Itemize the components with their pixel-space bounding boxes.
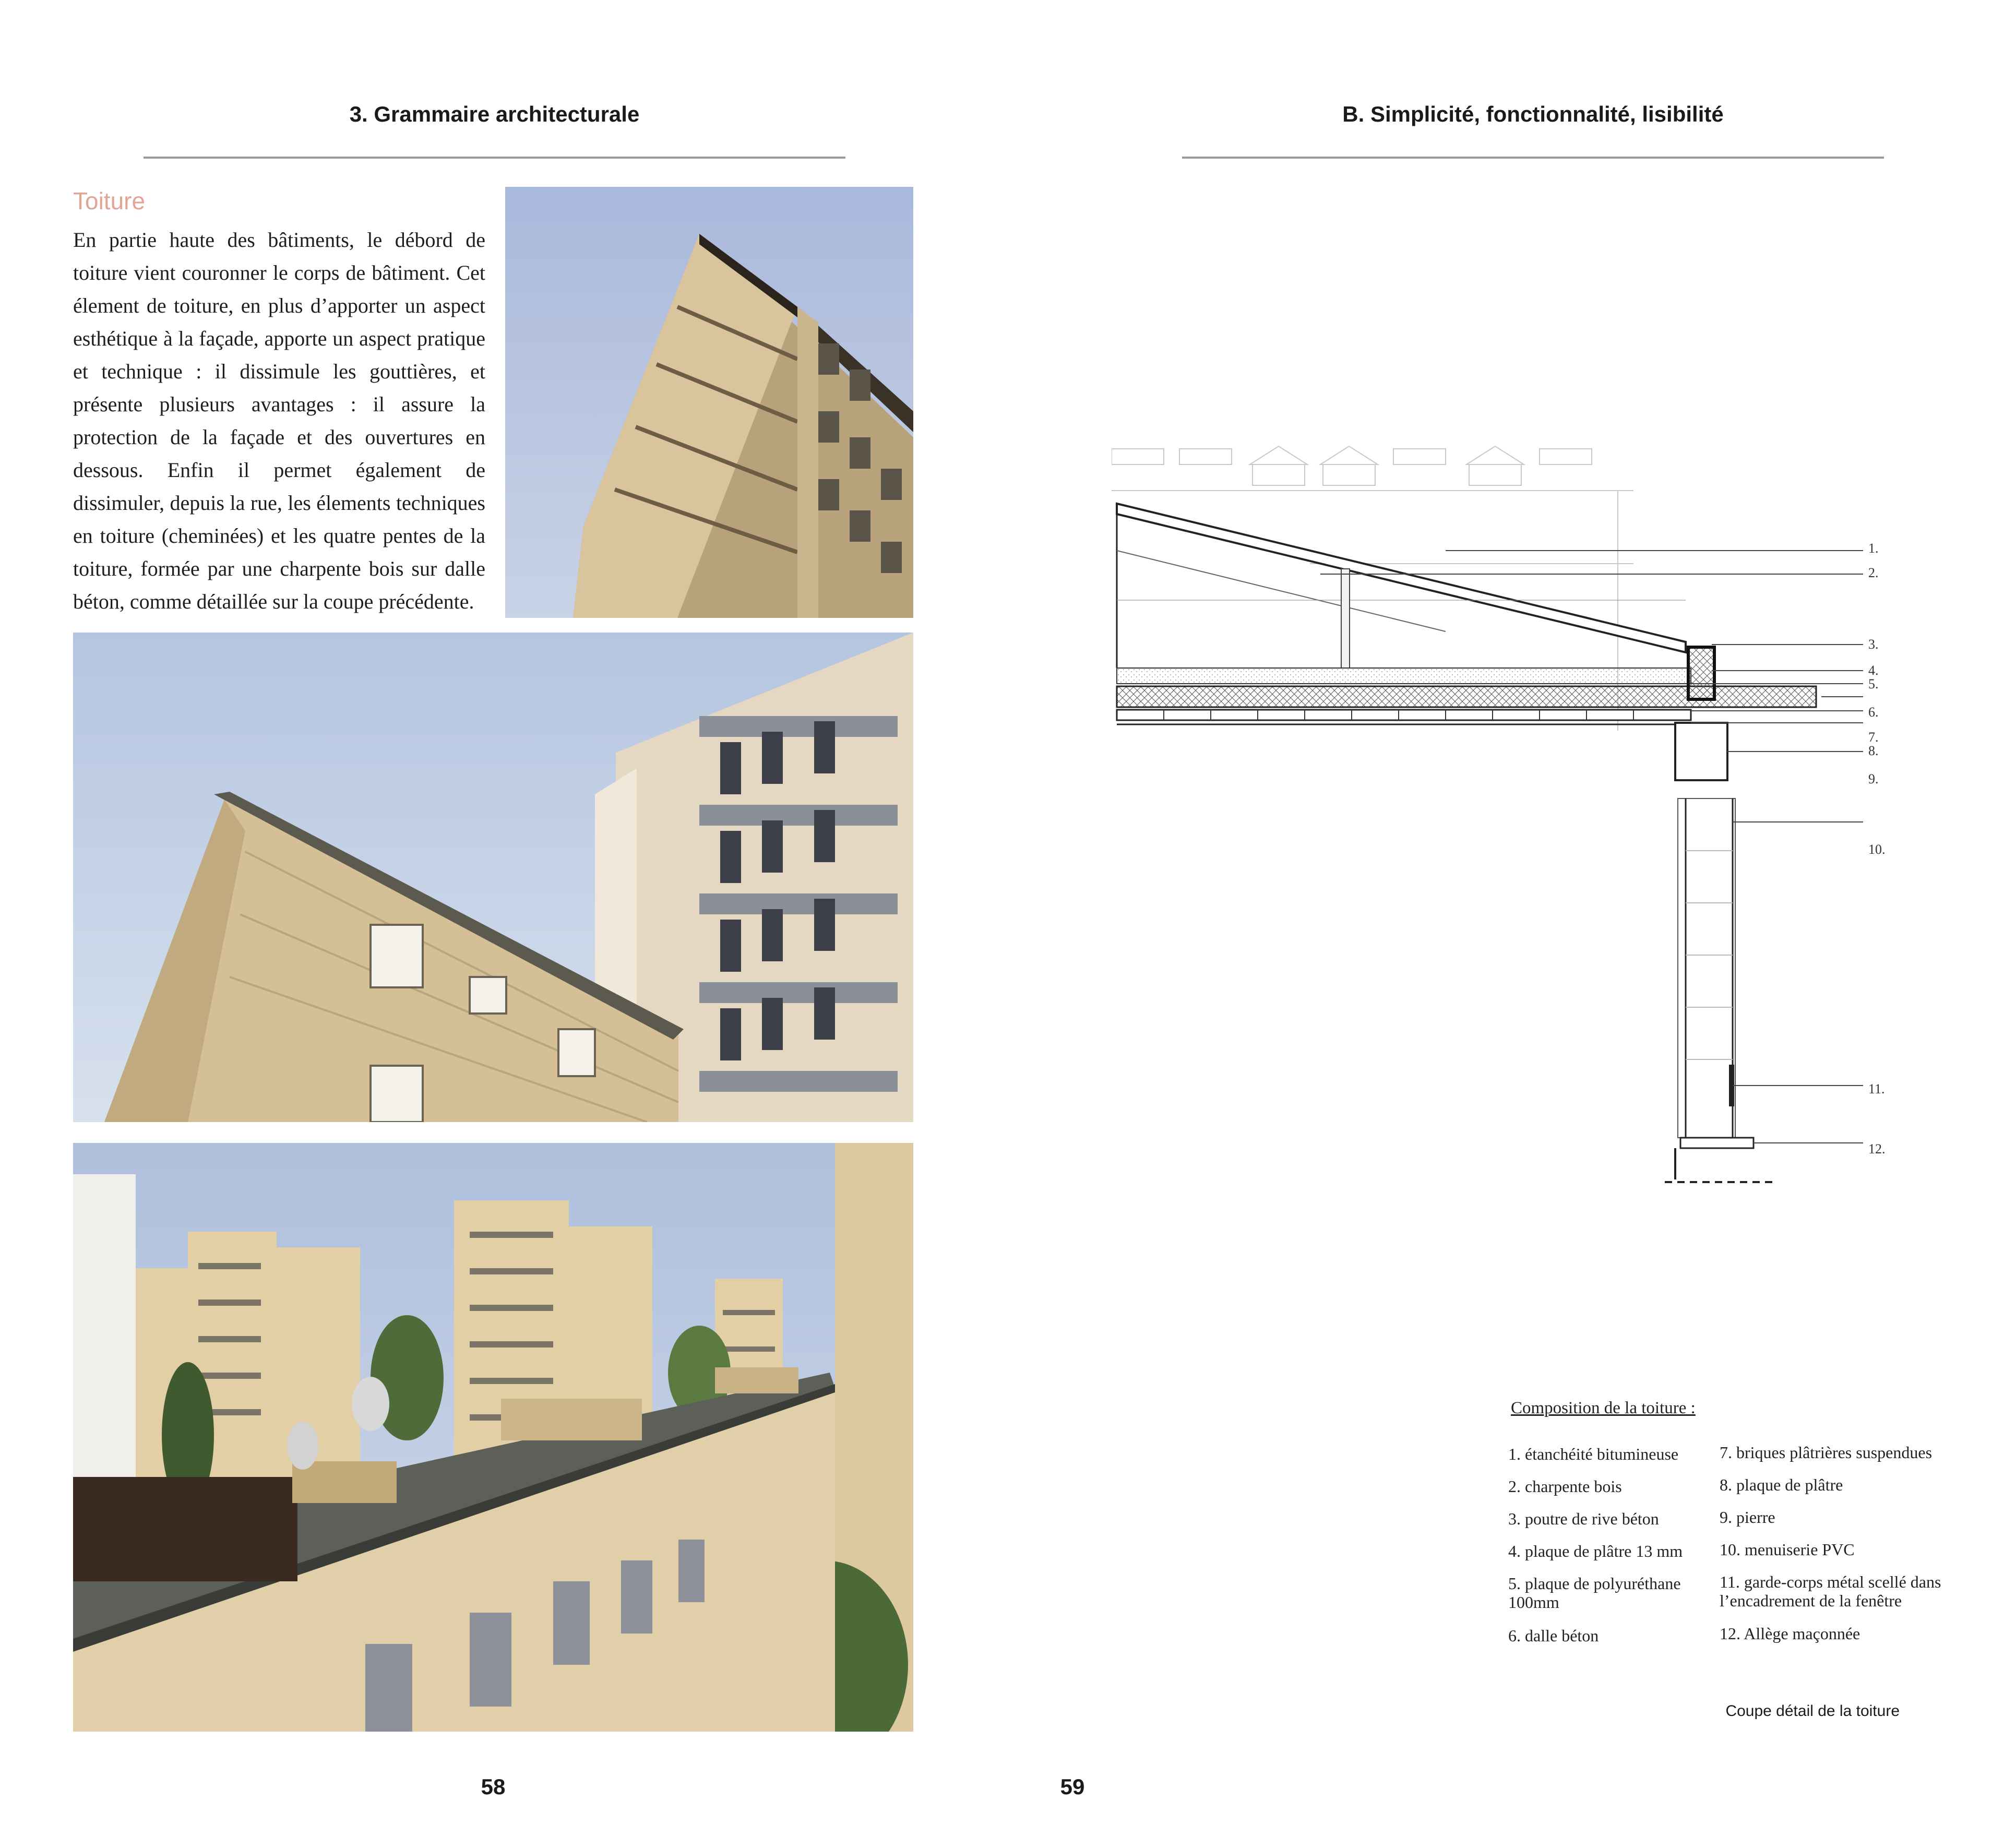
photo-rooftop-panorama xyxy=(73,1143,913,1732)
callout-9: 9. xyxy=(1868,771,1879,786)
left-page-number: 58 xyxy=(481,1774,506,1799)
callout-2: 2. xyxy=(1868,565,1879,580)
composition-item-11: 11. garde-corps métal scellé dans l’encadrement de la fenêtre xyxy=(1720,1572,1941,1610)
callout-11: 11. xyxy=(1868,1081,1885,1096)
callout-8: 8. xyxy=(1868,743,1879,758)
callout-4: 4. xyxy=(1868,663,1879,678)
composition-title: Composition de la toiture : xyxy=(1511,1399,1696,1417)
right-page xyxy=(1002,0,2004,1848)
callout-7: 7. xyxy=(1868,730,1879,745)
callout-10: 10. xyxy=(1868,842,1886,857)
left-page-header: 3. Grammaire architecturale xyxy=(349,102,640,126)
callout-12: 12. xyxy=(1868,1141,1886,1157)
composition-item-2: 2. charpente bois xyxy=(1508,1477,1622,1496)
composition-item-9: 9. pierre xyxy=(1720,1508,1775,1527)
left-header-rule xyxy=(144,157,845,159)
figure-caption: Coupe détail de la toiture xyxy=(1725,1702,1900,1720)
composition-item-3: 3. poutre de rive béton xyxy=(1508,1509,1659,1528)
composition-item-12: 12. Allège maçonnée xyxy=(1720,1624,1860,1643)
callout-5: 5. xyxy=(1868,676,1879,691)
right-page-number: 59 xyxy=(1060,1774,1085,1799)
section-title: Toiture xyxy=(73,187,146,214)
composition-item-7: 7. briques plâtrières suspendues xyxy=(1720,1443,1933,1462)
photo-building-corner xyxy=(505,187,913,618)
roof-section-drawing xyxy=(1112,438,1915,1195)
body-paragraph: En partie haute des bâtiments, le débord de toiture vient couronner le corps de bâtiment. Cet élement de toiture, en plus d’apporter un aspect esthétique à la façade, apporte un aspect pratique et technique : il dissimule les gouttières, et présente plusieurs avantages : il assure la protection de la façade et des ouvertures en dessous. Enfin il permet également de dissimuler, depuis la rue, les élements techniques en toiture (cheminées) et les quatre pentes de la toiture, formée par une charpente bois sur dalle béton, comme détaillée sur la coupe précédente. xyxy=(73,228,485,613)
right-header-rule xyxy=(1182,157,1884,159)
callout-3: 3. xyxy=(1868,637,1879,652)
composition-item-8: 8. plaque de plâtre xyxy=(1720,1475,1843,1494)
composition-item-1: 1. étanchéité bitumineuse xyxy=(1508,1445,1679,1463)
composition-item-10: 10. menuiserie PVC xyxy=(1720,1540,1855,1559)
callout-1: 1. xyxy=(1868,541,1879,556)
photo-roof-overhang xyxy=(73,633,913,1122)
right-page-header: B. Simplicité, fonctionnalité, lisibilité xyxy=(1342,102,1724,126)
composition-item-5: 5. plaque de polyuréthane 100mm xyxy=(1508,1574,1681,1612)
composition-item-4: 4. plaque de plâtre 13 mm xyxy=(1508,1542,1683,1560)
composition-item-6: 6. dalle béton xyxy=(1508,1626,1599,1645)
callout-6: 6. xyxy=(1868,705,1879,720)
